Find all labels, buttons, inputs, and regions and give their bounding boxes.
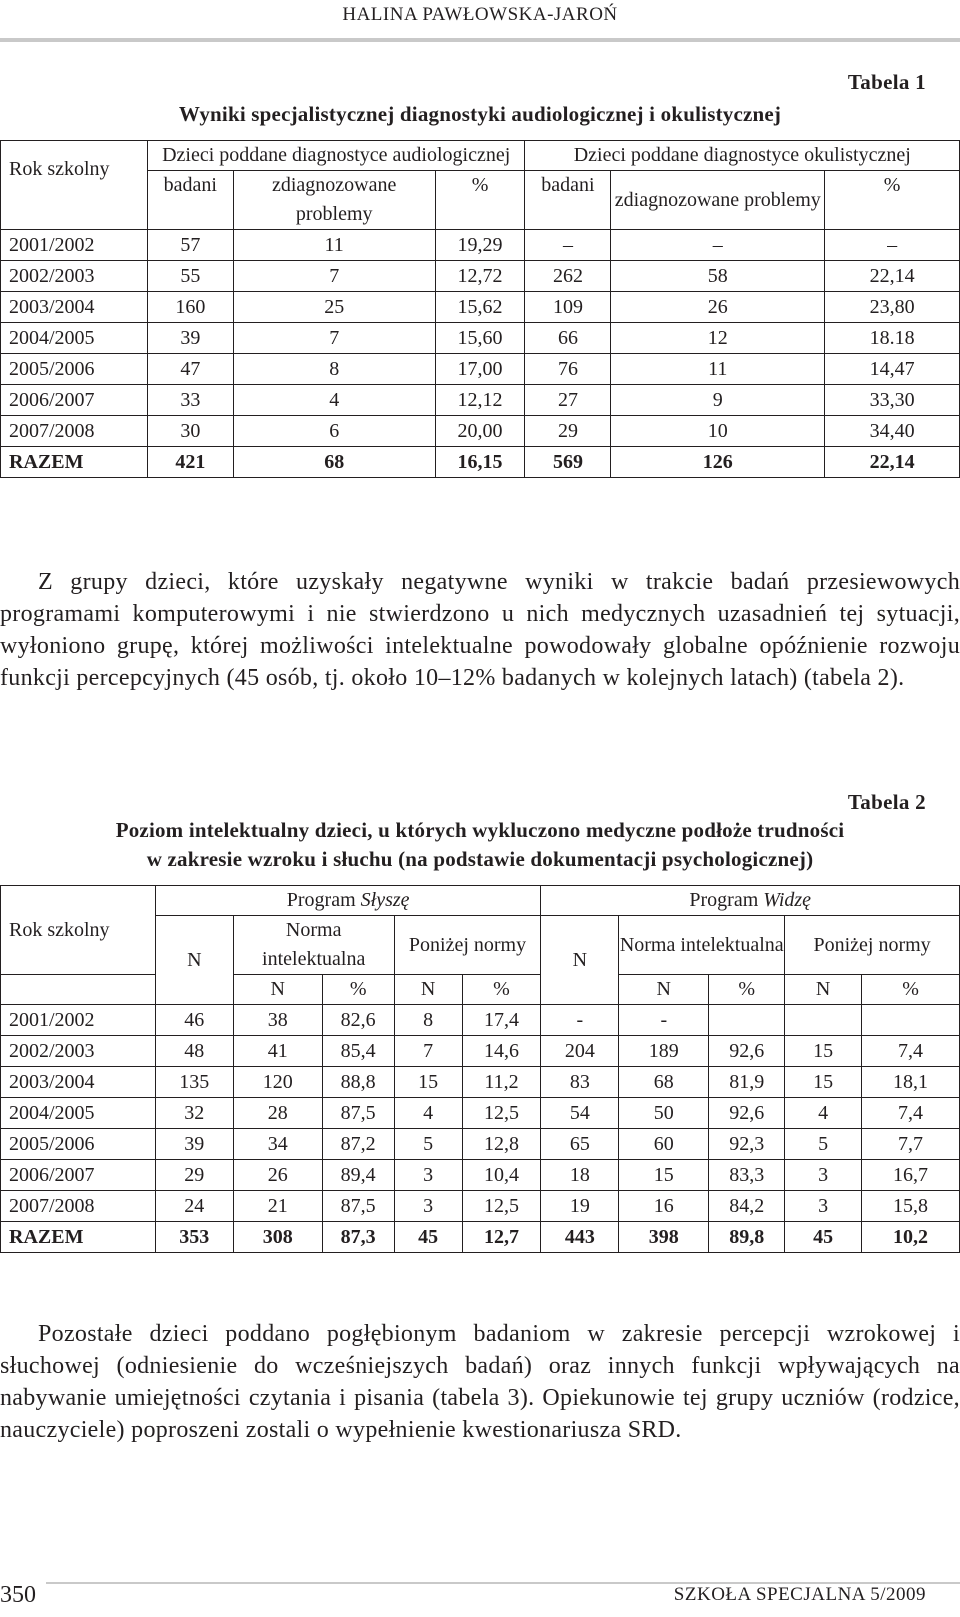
table-cell: 82,6 (322, 1005, 394, 1036)
table-cell: 84,2 (709, 1191, 785, 1222)
table-cell: 92,3 (709, 1129, 785, 1160)
table-cell: 65 (541, 1129, 619, 1160)
journal-name: SZKOŁA SPECJALNA 5/2009 (664, 1584, 926, 1606)
table-row (1, 1036, 960, 1067)
row-year-cell: 2006/2007 (1, 1160, 156, 1191)
table-cell: 12,12 (435, 385, 525, 416)
table-cell: 120 (233, 1067, 322, 1098)
row-year-cell: 2004/2005 (1, 323, 148, 354)
table-cell: 126 (611, 447, 825, 478)
table-cell: 47 (147, 354, 233, 385)
table2-sub-pct: % (322, 975, 394, 1005)
table2-program-word: Program (286, 889, 356, 911)
table-cell: 87,2 (322, 1129, 394, 1160)
table2-title-line-1: Poziom intelektualny dzieci, u których wykluczono medyczne podłoże trudności (115, 818, 845, 842)
table-cell: 160 (147, 292, 233, 323)
table-cell: 7,4 (862, 1098, 960, 1129)
table-cell: 18,1 (862, 1067, 960, 1098)
table2-norma-widze: Norma intelektualna (619, 916, 785, 975)
table-row (1, 447, 960, 478)
table-cell: 66 (525, 323, 611, 354)
table2-year-spacer (1, 975, 156, 1005)
table2-program-slysze-name: Słyszę (360, 889, 410, 911)
table-cell: 7 (233, 261, 435, 292)
table-cell: 569 (525, 447, 611, 478)
table-cell: 189 (619, 1036, 709, 1067)
table-cell: 398 (619, 1222, 709, 1253)
table-cell: - (541, 1005, 619, 1036)
table-cell: 33 (147, 385, 233, 416)
table-cell: 22,14 (825, 447, 960, 478)
table-cell: 20,00 (435, 416, 525, 447)
table-cell: 12,5 (462, 1191, 541, 1222)
row-year-cell: 2007/2008 (1, 416, 148, 447)
table-cell: 443 (541, 1222, 619, 1253)
table-cell: 3 (785, 1160, 862, 1191)
table2-program-slysze (155, 886, 541, 916)
table-cell: 17,4 (462, 1005, 541, 1036)
table-cell: 353 (155, 1222, 233, 1253)
running-head: HALINA PAWŁOWSKA-JAROŃ (342, 4, 618, 25)
table-cell: 89,4 (322, 1160, 394, 1191)
table2 (0, 885, 960, 1253)
table-cell: 135 (155, 1067, 233, 1098)
table-cell: 87,5 (322, 1098, 394, 1129)
table1 (0, 140, 960, 478)
table-cell: 3 (785, 1191, 862, 1222)
table-cell: 204 (541, 1036, 619, 1067)
table-cell: 18 (541, 1160, 619, 1191)
page-number: 350 (0, 1582, 46, 1609)
table1-sub-pct-eye: % (825, 171, 960, 230)
row-year-cell: 2006/2007 (1, 385, 148, 416)
table2-title (0, 816, 960, 874)
table-cell: 16,7 (862, 1160, 960, 1191)
table-cell: 4 (785, 1098, 862, 1129)
table-cell: 23,80 (825, 292, 960, 323)
row-year-cell: 2001/2002 (1, 1005, 156, 1036)
table-cell: 21 (233, 1191, 322, 1222)
table2-n-slysze: N (155, 916, 233, 1005)
table-cell (785, 1005, 862, 1036)
table-row (1, 292, 960, 323)
table-cell: 14,6 (462, 1036, 541, 1067)
table-cell: 34 (233, 1129, 322, 1160)
table-cell: 28 (233, 1098, 322, 1129)
row-year-cell: RAZEM (1, 1222, 156, 1253)
table2-label: Tabela 2 (847, 790, 926, 814)
table-cell: 8 (233, 354, 435, 385)
table-cell: 29 (525, 416, 611, 447)
table-cell: 8 (394, 1005, 462, 1036)
table2-sub-n: N (233, 975, 322, 1005)
table1-body (1, 230, 960, 478)
table-cell: 10 (611, 416, 825, 447)
table-cell: 262 (525, 261, 611, 292)
table-cell: – (525, 230, 611, 261)
table-cell: 45 (394, 1222, 462, 1253)
table-cell: 15 (619, 1160, 709, 1191)
table-cell: 14,47 (825, 354, 960, 385)
row-year-cell: 2002/2003 (1, 1036, 156, 1067)
table-cell: 19,29 (435, 230, 525, 261)
row-year-cell: 2003/2004 (1, 1067, 156, 1098)
table-cell: 88,8 (322, 1067, 394, 1098)
table-cell: 34,40 (825, 416, 960, 447)
table2-sub-pct: % (709, 975, 785, 1005)
row-year-cell: 2004/2005 (1, 1098, 156, 1129)
table-cell: 15 (785, 1036, 862, 1067)
table1-sub-zdiag-eye: zdiagnozowane problemy (611, 171, 825, 230)
table-cell: 5 (394, 1129, 462, 1160)
table-cell: 308 (233, 1222, 322, 1253)
table-cell: 89,8 (709, 1222, 785, 1253)
table-cell: 11 (233, 230, 435, 261)
table1-group-audio: Dzieci poddane diagnostyce audiologicznej (147, 141, 525, 171)
table-row (1, 1129, 960, 1160)
table-cell: 18.18 (825, 323, 960, 354)
table-cell: 81,9 (709, 1067, 785, 1098)
table-cell (709, 1005, 785, 1036)
table-row (1, 230, 960, 261)
table-cell: 16 (619, 1191, 709, 1222)
table-cell: 6 (233, 416, 435, 447)
table-cell: 92,6 (709, 1098, 785, 1129)
table-cell: 15,60 (435, 323, 525, 354)
table1-group-eye: Dzieci poddane diagnostyce okulistycznej (525, 141, 960, 171)
table2-sub-n: N (394, 975, 462, 1005)
table2-ponizej-widze: Poniżej normy (785, 916, 960, 975)
table-cell: 83 (541, 1067, 619, 1098)
table-cell: 3 (394, 1191, 462, 1222)
table-cell: 24 (155, 1191, 233, 1222)
table-cell: 15,8 (862, 1191, 960, 1222)
table-cell: 50 (619, 1098, 709, 1129)
table-row (1, 1191, 960, 1222)
table-cell: 83,3 (709, 1160, 785, 1191)
table1-sub-zdiag: zdiagnozowane problemy (233, 171, 435, 230)
paragraph-2-text: Pozostałe dzieci poddano pogłębionym badaniom w zakresie percepcji wzrokowej i słuchowej (odniesienie do wcześniejszych badań) oraz innych funkcji wpływających na nabywanie umiejętności czytania i pisania (tabela 3). Opiekunowie tej grupy uczniów (rodzice, nauczyciele) poproszeni zostali o wypełnienie kwestionariusza SRD. (0, 1321, 960, 1443)
header-rule (0, 38, 960, 42)
table2-header (1, 886, 960, 1005)
table-cell: – (611, 230, 825, 261)
table2-sub-pct: % (862, 975, 960, 1005)
table1-header (1, 141, 960, 230)
table2-norma-slysze: Norma intelektualna (233, 916, 394, 975)
table-row (1, 1160, 960, 1191)
table-cell: 22,14 (825, 261, 960, 292)
table2-sub-n: N (619, 975, 709, 1005)
table-cell: 76 (525, 354, 611, 385)
table1-title: Wyniki specjalistycznej diagnostyki audiologicznej i okulistycznej (178, 102, 782, 126)
table-cell: 41 (233, 1036, 322, 1067)
table-row (1, 323, 960, 354)
table-cell: 12,72 (435, 261, 525, 292)
table1-sub-badani: badani (147, 171, 233, 230)
table-cell: 19 (541, 1191, 619, 1222)
table1-sub-badani-eye: badani (525, 171, 611, 230)
table-cell: 16,15 (435, 447, 525, 478)
paragraph-2 (0, 1318, 960, 1446)
table-cell: 11 (611, 354, 825, 385)
table-cell: 3 (394, 1160, 462, 1191)
table-cell: 17,00 (435, 354, 525, 385)
table2-title-line-2: w zakresie wzroku i słuchu (na podstawie dokumentacji psychologicznej) (146, 847, 814, 871)
table-cell: 10,4 (462, 1160, 541, 1191)
table-cell: 54 (541, 1098, 619, 1129)
table-row (1, 1222, 960, 1253)
table-cell: 27 (525, 385, 611, 416)
row-year-cell: RAZEM (1, 447, 148, 478)
table-cell: 4 (394, 1098, 462, 1129)
table2-program-widze (541, 886, 960, 916)
table-cell: 15 (785, 1067, 862, 1098)
table-cell: 12,5 (462, 1098, 541, 1129)
row-year-cell: 2005/2006 (1, 354, 148, 385)
table-cell: 11,2 (462, 1067, 541, 1098)
table-cell: 60 (619, 1129, 709, 1160)
table2-col-year: Rok szkolny (1, 886, 156, 975)
table-cell: 38 (233, 1005, 322, 1036)
table-cell: 30 (147, 416, 233, 447)
table-row (1, 1067, 960, 1098)
table-row (1, 1098, 960, 1129)
table2-program-widze-name: Widzę (763, 889, 812, 911)
table1-col-year: Rok szkolny (1, 141, 148, 230)
paragraph-1 (0, 566, 960, 694)
table-row (1, 261, 960, 292)
table-row (1, 385, 960, 416)
table-cell: 7,4 (862, 1036, 960, 1067)
table-cell: 7,7 (862, 1129, 960, 1160)
table-cell (862, 1005, 960, 1036)
table-cell: 39 (147, 323, 233, 354)
table-cell: 109 (525, 292, 611, 323)
table-cell: 12 (611, 323, 825, 354)
table-cell: 12,7 (462, 1222, 541, 1253)
table-cell: 4 (233, 385, 435, 416)
table-cell: 55 (147, 261, 233, 292)
table-cell: - (619, 1005, 709, 1036)
row-year-cell: 2002/2003 (1, 261, 148, 292)
table-cell: – (825, 230, 960, 261)
paragraph-1-text: Z grupy dzieci, które uzyskały negatywne wyniki w trakcie badań przesiewowych programami komputerowymi i nie stwierdzono u nich medycznych uzasadnień tej sytuacji, wyłoniono grupę, której możliwości intelektualne powodowały globalne opóźnienie rozwoju funkcji percepcyjnych (45 osób, tj. około 10–12% badanych w kolejnych latach) (tabela 2). (0, 569, 960, 691)
table-row (1, 1005, 960, 1036)
table-cell: 68 (619, 1067, 709, 1098)
table-row (1, 416, 960, 447)
table2-sub-pct: % (462, 975, 541, 1005)
table-cell: 39 (155, 1129, 233, 1160)
table2-ponizej-slysze: Poniżej normy (394, 916, 541, 975)
table2-sub-n: N (785, 975, 862, 1005)
table-cell: 10,2 (862, 1222, 960, 1253)
table-cell: 5 (785, 1129, 862, 1160)
table-cell: 7 (394, 1036, 462, 1067)
table-cell: 68 (233, 447, 435, 478)
table-cell: 7 (233, 323, 435, 354)
row-year-cell: 2003/2004 (1, 292, 148, 323)
table-cell: 92,6 (709, 1036, 785, 1067)
table-cell: 87,5 (322, 1191, 394, 1222)
row-year-cell: 2001/2002 (1, 230, 148, 261)
table2-body (1, 1005, 960, 1253)
table1-sub-pct: % (435, 171, 525, 230)
table-cell: 85,4 (322, 1036, 394, 1067)
table-cell: 48 (155, 1036, 233, 1067)
table-cell: 58 (611, 261, 825, 292)
table-cell: 26 (611, 292, 825, 323)
table-cell: 15,62 (435, 292, 525, 323)
table2-n-widze: N (541, 916, 619, 1005)
table-row (1, 354, 960, 385)
table-cell: 421 (147, 447, 233, 478)
table-cell: 12,8 (462, 1129, 541, 1160)
table-cell: 9 (611, 385, 825, 416)
table-cell: 33,30 (825, 385, 960, 416)
table-cell: 26 (233, 1160, 322, 1191)
table-cell: 25 (233, 292, 435, 323)
table1-label: Tabela 1 (847, 70, 926, 94)
table2-program-word-2: Program (689, 889, 759, 911)
table-cell: 87,3 (322, 1222, 394, 1253)
table-cell: 32 (155, 1098, 233, 1129)
table-cell: 57 (147, 230, 233, 261)
table-cell: 29 (155, 1160, 233, 1191)
row-year-cell: 2005/2006 (1, 1129, 156, 1160)
table-cell: 45 (785, 1222, 862, 1253)
table-cell: 46 (155, 1005, 233, 1036)
table-cell: 15 (394, 1067, 462, 1098)
row-year-cell: 2007/2008 (1, 1191, 156, 1222)
